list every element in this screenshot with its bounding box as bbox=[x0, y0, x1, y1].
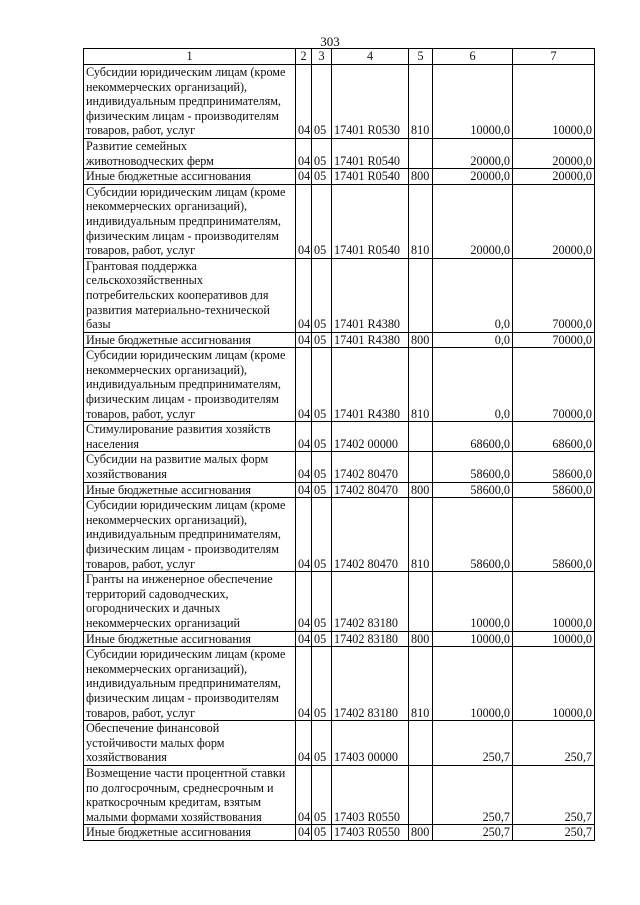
table-row bbox=[84, 498, 595, 572]
amount-col6: 20000,0 bbox=[433, 184, 513, 258]
expense-type-code: 800 bbox=[409, 825, 433, 841]
item-name: Иные бюджетные ассигнования bbox=[84, 169, 296, 185]
table-row bbox=[84, 452, 595, 482]
amount-col6: 10000,0 bbox=[433, 65, 513, 139]
amount-col6: 68600,0 bbox=[433, 422, 513, 452]
subsection-code: 05 bbox=[312, 498, 332, 572]
amount-col7: 20000,0 bbox=[513, 169, 595, 185]
amount-col7: 10000,0 bbox=[513, 572, 595, 631]
table-row bbox=[84, 348, 595, 422]
amount-col7: 68600,0 bbox=[513, 422, 595, 452]
amount-col6: 10000,0 bbox=[433, 631, 513, 647]
expense-type-code: 800 bbox=[409, 482, 433, 498]
amount-col7: 20000,0 bbox=[513, 184, 595, 258]
section-code: 04 bbox=[296, 482, 312, 498]
item-name: Субсидии на развитие малых форм хозяйствования bbox=[84, 452, 296, 482]
column-header: 5 bbox=[409, 49, 433, 65]
amount-col7: 70000,0 bbox=[513, 348, 595, 422]
section-code: 04 bbox=[296, 422, 312, 452]
table-row bbox=[84, 138, 595, 168]
subsection-code: 05 bbox=[312, 452, 332, 482]
subsection-code: 05 bbox=[312, 258, 332, 332]
section-code: 04 bbox=[296, 631, 312, 647]
target-article-code: 17401 R0540 bbox=[332, 169, 409, 185]
column-header: 1 bbox=[84, 49, 296, 65]
amount-col6: 20000,0 bbox=[433, 138, 513, 168]
target-article-code: 17402 80470 bbox=[332, 452, 409, 482]
subsection-code: 05 bbox=[312, 631, 332, 647]
section-code: 04 bbox=[296, 721, 312, 766]
amount-col7: 58600,0 bbox=[513, 498, 595, 572]
section-code: 04 bbox=[296, 138, 312, 168]
table-row bbox=[84, 825, 595, 841]
amount-col6: 10000,0 bbox=[433, 572, 513, 631]
section-code: 04 bbox=[296, 184, 312, 258]
amount-col7: 58600,0 bbox=[513, 482, 595, 498]
expense-type-code: 800 bbox=[409, 169, 433, 185]
column-header: 6 bbox=[433, 49, 513, 65]
item-name: Субсидии юридическим лицам (кроме некоммерческих организаций), индивидуальным предпринимателям, физическим лицам - производителям товаров, работ, услуг bbox=[84, 647, 296, 721]
item-name: Субсидии юридическим лицам (кроме некоммерческих организаций), индивидуальным предпринимателям, физическим лицам - производителям товаров, работ, услуг bbox=[84, 348, 296, 422]
item-name: Субсидии юридическим лицам (кроме некоммерческих организаций), индивидуальным предпринимателям, физическим лицам - производителям товаров, работ, услуг bbox=[84, 65, 296, 139]
amount-col7: 250,7 bbox=[513, 721, 595, 766]
expense-type-code: 810 bbox=[409, 348, 433, 422]
target-article-code: 17401 R4380 bbox=[332, 258, 409, 332]
item-name: Развитие семейных животноводческих ферм bbox=[84, 138, 296, 168]
subsection-code: 05 bbox=[312, 138, 332, 168]
item-name: Грантовая поддержка сельскохозяйственных потребительских кооперативов для развития материально-технической базы bbox=[84, 258, 296, 332]
column-header: 2 bbox=[296, 49, 312, 65]
table-row bbox=[84, 332, 595, 348]
target-article-code: 17403 R0550 bbox=[332, 765, 409, 824]
section-code: 04 bbox=[296, 572, 312, 631]
amount-col6: 58600,0 bbox=[433, 452, 513, 482]
section-code: 04 bbox=[296, 65, 312, 139]
expense-type-code bbox=[409, 572, 433, 631]
target-article-code: 17403 00000 bbox=[332, 721, 409, 766]
amount-col7: 10000,0 bbox=[513, 65, 595, 139]
amount-col6: 250,7 bbox=[433, 765, 513, 824]
subsection-code: 05 bbox=[312, 647, 332, 721]
table-row bbox=[84, 184, 595, 258]
expense-type-code bbox=[409, 138, 433, 168]
amount-col7: 70000,0 bbox=[513, 332, 595, 348]
subsection-code: 05 bbox=[312, 422, 332, 452]
amount-col6: 58600,0 bbox=[433, 482, 513, 498]
expense-type-code: 800 bbox=[409, 332, 433, 348]
item-name: Иные бюджетные ассигнования bbox=[84, 825, 296, 841]
table-row bbox=[84, 647, 595, 721]
subsection-code: 05 bbox=[312, 482, 332, 498]
expense-type-code: 810 bbox=[409, 647, 433, 721]
amount-col7: 250,7 bbox=[513, 825, 595, 841]
subsection-code: 05 bbox=[312, 825, 332, 841]
item-name: Гранты на инженерное обеспечение территорий садоводческих, огороднических и дачных некоммерческих организаций bbox=[84, 572, 296, 631]
expense-type-code: 810 bbox=[409, 65, 433, 139]
expense-type-code bbox=[409, 765, 433, 824]
section-code: 04 bbox=[296, 498, 312, 572]
target-article-code: 17402 83180 bbox=[332, 572, 409, 631]
column-header: 4 bbox=[332, 49, 409, 65]
item-name: Иные бюджетные ассигнования bbox=[84, 482, 296, 498]
expense-type-code bbox=[409, 258, 433, 332]
expense-type-code: 810 bbox=[409, 184, 433, 258]
target-article-code: 17402 83180 bbox=[332, 631, 409, 647]
amount-col7: 10000,0 bbox=[513, 631, 595, 647]
amount-col6: 20000,0 bbox=[433, 169, 513, 185]
amount-col6: 58600,0 bbox=[433, 498, 513, 572]
amount-col7: 58600,0 bbox=[513, 452, 595, 482]
table-row bbox=[84, 572, 595, 631]
section-code: 04 bbox=[296, 765, 312, 824]
expense-type-code: 810 bbox=[409, 498, 433, 572]
section-code: 04 bbox=[296, 452, 312, 482]
table-row bbox=[84, 258, 595, 332]
table-row bbox=[84, 169, 595, 185]
expense-type-code: 800 bbox=[409, 631, 433, 647]
amount-col6: 0,0 bbox=[433, 258, 513, 332]
item-name: Стимулирование развития хозяйств населения bbox=[84, 422, 296, 452]
target-article-code: 17401 R4380 bbox=[332, 332, 409, 348]
expense-type-code bbox=[409, 452, 433, 482]
table-header-row bbox=[84, 49, 595, 65]
column-header: 3 bbox=[312, 49, 332, 65]
amount-col7: 20000,0 bbox=[513, 138, 595, 168]
subsection-code: 05 bbox=[312, 65, 332, 139]
section-code: 04 bbox=[296, 258, 312, 332]
amount-col6: 250,7 bbox=[433, 825, 513, 841]
expense-type-code bbox=[409, 422, 433, 452]
item-name: Субсидии юридическим лицам (кроме некоммерческих организаций), индивидуальным предпринимателям, физическим лицам - производителям товаров, работ, услуг bbox=[84, 184, 296, 258]
table-row bbox=[84, 721, 595, 766]
target-article-code: 17403 R0550 bbox=[332, 825, 409, 841]
subsection-code: 05 bbox=[312, 184, 332, 258]
page-number: 303 bbox=[320, 34, 340, 49]
item-name: Иные бюджетные ассигнования bbox=[84, 332, 296, 348]
target-article-code: 17401 R0530 bbox=[332, 65, 409, 139]
subsection-code: 05 bbox=[312, 332, 332, 348]
amount-col6: 250,7 bbox=[433, 721, 513, 766]
target-article-code: 17401 R0540 bbox=[332, 184, 409, 258]
table-row bbox=[84, 765, 595, 824]
item-name: Субсидии юридическим лицам (кроме некоммерческих организаций), индивидуальным предпринимателям, физическим лицам - производителям товаров, работ, услуг bbox=[84, 498, 296, 572]
section-code: 04 bbox=[296, 825, 312, 841]
target-article-code: 17402 80470 bbox=[332, 498, 409, 572]
table-row bbox=[84, 422, 595, 452]
item-name: Обеспечение финансовой устойчивости малых форм хозяйствования bbox=[84, 721, 296, 766]
subsection-code: 05 bbox=[312, 169, 332, 185]
amount-col7: 70000,0 bbox=[513, 258, 595, 332]
section-code: 04 bbox=[296, 169, 312, 185]
item-name: Иные бюджетные ассигнования bbox=[84, 631, 296, 647]
amount-col7: 250,7 bbox=[513, 765, 595, 824]
table-row bbox=[84, 65, 595, 139]
table-row bbox=[84, 631, 595, 647]
expense-type-code bbox=[409, 721, 433, 766]
target-article-code: 17402 83180 bbox=[332, 647, 409, 721]
amount-col6: 10000,0 bbox=[433, 647, 513, 721]
section-code: 04 bbox=[296, 647, 312, 721]
amount-col7: 10000,0 bbox=[513, 647, 595, 721]
subsection-code: 05 bbox=[312, 572, 332, 631]
subsection-code: 05 bbox=[312, 765, 332, 824]
target-article-code: 17401 R0540 bbox=[332, 138, 409, 168]
target-article-code: 17402 00000 bbox=[332, 422, 409, 452]
subsection-code: 05 bbox=[312, 348, 332, 422]
amount-col6: 0,0 bbox=[433, 348, 513, 422]
budget-table bbox=[83, 48, 595, 841]
section-code: 04 bbox=[296, 348, 312, 422]
amount-col6: 0,0 bbox=[433, 332, 513, 348]
section-code: 04 bbox=[296, 332, 312, 348]
column-header: 7 bbox=[513, 49, 595, 65]
target-article-code: 17401 R4380 bbox=[332, 348, 409, 422]
subsection-code: 05 bbox=[312, 721, 332, 766]
target-article-code: 17402 80470 bbox=[332, 482, 409, 498]
table-row bbox=[84, 482, 595, 498]
item-name: Возмещение части процентной ставки по долгосрочным, среднесрочным и краткосрочным кредитам, взятым малыми формами хозяйствования bbox=[84, 765, 296, 824]
